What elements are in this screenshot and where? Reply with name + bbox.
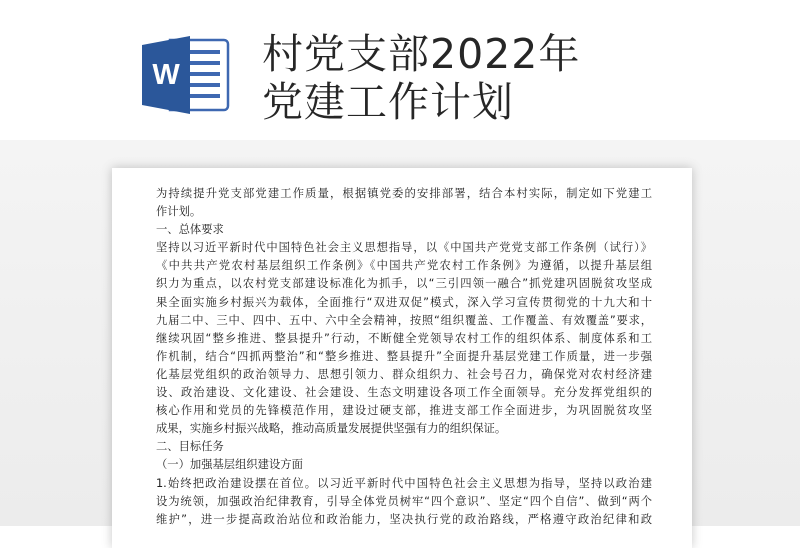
- page-title: [262, 30, 580, 126]
- title-line-1: 村党支部2022年: [262, 30, 581, 78]
- doc-line: 坚持以习近平新时代中国特色社会主义思想指导，以《中国共产党党支部工作条例（试行）》: [156, 241, 652, 255]
- doc-line: 1.始终把政治建设摆在首位。以习近平新时代中国特色社会主义思想为指导，坚持以政治建: [156, 476, 652, 490]
- doc-line: 设为统领，加强政治纪律教育，引导全体党员树牢“四个意识”、坚定“四个自信”、做到“两个: [156, 494, 652, 508]
- doc-line: 作计划。: [156, 205, 202, 219]
- doc-line: 继续巩固“整乡推进、整县提升”行动，不断健全党领导农村工作的组织体系、制度体系和工: [156, 331, 652, 345]
- word-document-icon: [140, 34, 232, 116]
- doc-line: 维护”，进一步提高政治站位和政治能力，坚决执行党的政治路线，严格遵守政治纪律和政: [156, 512, 652, 526]
- doc-line: 核心作用和党员的先锋模范作用，建设过硬支部，推进支部工作全面进步，为巩固脱贫攻坚: [156, 404, 652, 418]
- doc-line: 化基层党组织的政治领导力、思想引领力、群众组织力、社会号召力，确保党对农村经济建: [156, 367, 652, 381]
- doc-line: 二、目标任务: [156, 440, 224, 454]
- title-line-2: 党建工作计划: [262, 78, 514, 126]
- doc-line: 《中共共产党农村基层组织工作条例》《中国共产党农村工作条例》为遵循，以提升基层组: [156, 259, 652, 273]
- doc-line: 九届二中、三中、四中、五中、六中全会精神，按照“组织覆盖、工作覆盖、有效覆盖”要求，: [156, 313, 652, 327]
- doc-line: 设、政治建设、文化建设、社会建设、生态文明建设各项工作全面领导。充分发挥党组织的: [156, 386, 652, 400]
- doc-line: 为持续提升党支部党建工作质量，根据镇党委的安排部署，结合本村实际，制定如下党建工: [156, 187, 652, 200]
- doc-line: 果全面实施乡村振兴为载体，全面推行“双进双促”模式，深入学习宣传贯彻党的十九大和十: [156, 295, 652, 309]
- doc-line: 织力为重点，以农村党支部建设标准化为抓手，以“三引四领一融合”抓党建巩固脱贫攻坚成: [156, 277, 652, 291]
- doc-line: 一、总体要求: [156, 223, 224, 237]
- word-logo-letter: W: [152, 59, 180, 91]
- document-page: [112, 168, 692, 548]
- doc-line: 成果，实施乡村振兴战略，推动高质量发展提供坚强有力的组织保证。: [156, 422, 507, 436]
- doc-line: （一）加强基层组织建设方面: [156, 458, 303, 472]
- doc-line: 作机制，结合“四抓两整治”和“整乡推进、整县提升”全面提升基层党建工作质量，进一步强: [156, 349, 652, 363]
- header-banner: [0, 0, 800, 140]
- document-body: [156, 185, 652, 529]
